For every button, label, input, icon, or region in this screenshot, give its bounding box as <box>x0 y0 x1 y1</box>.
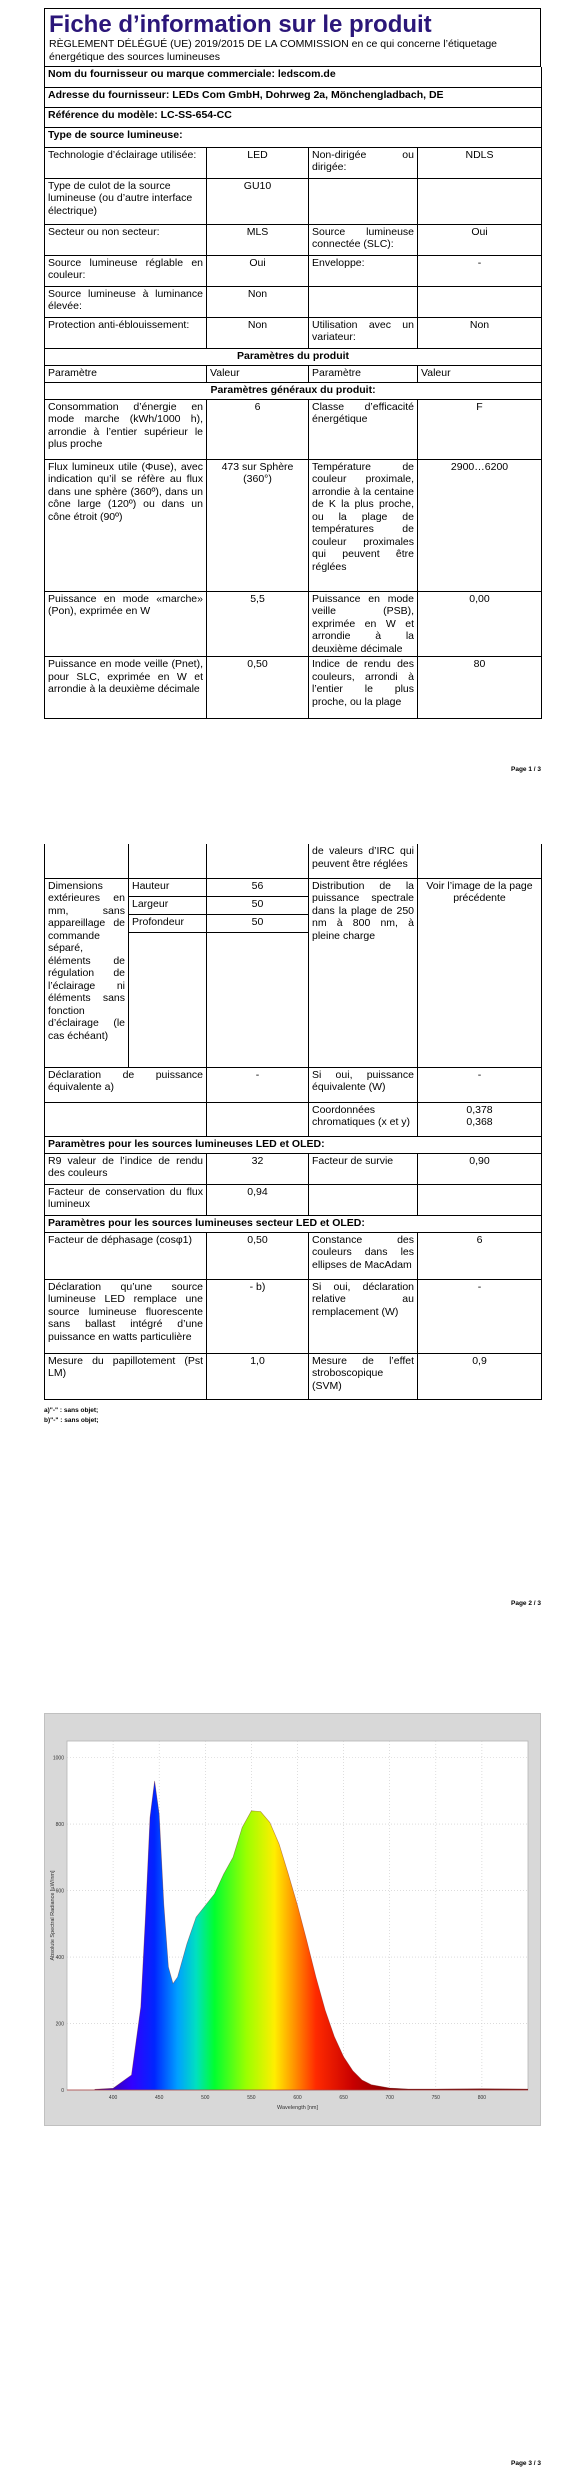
cap-empty-2 <box>418 178 542 224</box>
dims-empty-2 <box>207 932 309 1067</box>
footnote-b: b)"-" : sans objet; <box>44 1416 99 1424</box>
tech-value: LED <box>207 147 309 178</box>
energy-value: 6 <box>207 399 309 459</box>
strobo-value: 0,9 <box>418 1353 542 1399</box>
color-label: Source lumineuse réglable en couleur: <box>45 255 207 286</box>
flux-label: Flux lumineux utile (Φuse), avec indication qu’il se réfère au flux dans une sphère (360º), dans un cône large (120º) ou dans un cône étroit (90º) <box>45 459 207 591</box>
flicker-value: 1,0 <box>207 1353 309 1399</box>
cri-cont-empty-1 <box>45 844 129 878</box>
equiv-value: - <box>207 1067 309 1102</box>
y-tick-label: 200 <box>55 2021 64 2028</box>
page-number-3: Page 3 / 3 <box>511 2460 541 2467</box>
highlum-empty-2 <box>418 286 542 317</box>
strobo-label: Mesure de l’effet stroboscopique (SVM) <box>309 1353 418 1399</box>
nondir-value: NDLS <box>418 147 542 178</box>
lumen-value: 0,94 <box>207 1184 309 1215</box>
cri-label: Indice de rendu des couleurs, arrondi à l’entier le plus proche, ou la plage <box>309 657 418 719</box>
survival-label: Facteur de survie <box>309 1153 418 1184</box>
lumen-label: Facteur de conservation du flux lumineux <box>45 1184 207 1215</box>
chroma-values <box>418 1102 542 1136</box>
highlum-empty-1 <box>309 286 418 317</box>
r9-label: R9 valeur de l’indice de rendu des couleurs <box>45 1153 207 1184</box>
cri-cont-empty-3 <box>207 844 309 878</box>
type-header: Type de source lumineuse: <box>45 127 542 147</box>
page-title: Fiche d’information sur le produit <box>49 11 432 38</box>
macadam-value: 6 <box>418 1232 542 1279</box>
y-tick-label: 1000 <box>52 1755 64 1762</box>
equiv-label: Déclaration de puissance équivalente a) <box>45 1067 207 1102</box>
supplier-address: Adresse du fournisseur: LEDs Com GmbH, Dohrweg 2a, Mönchengladbach, DE <box>45 87 542 107</box>
color-value: Oui <box>207 255 309 286</box>
cri-cont: de valeurs d’IRC qui peuvent être réglées <box>309 844 418 878</box>
page-2 <box>0 844 585 1607</box>
chroma-empty-1 <box>45 1102 207 1136</box>
width-value: 50 <box>207 896 309 914</box>
chroma-empty-2 <box>207 1102 309 1136</box>
page-2-content <box>44 844 541 1426</box>
lumen-empty-2 <box>418 1184 542 1215</box>
depth-label: Profondeur <box>129 914 207 932</box>
cri-cont-empty-2 <box>129 844 207 878</box>
x-tick-label: 800 <box>477 2095 487 2101</box>
envelope-label: Enveloppe: <box>309 255 418 286</box>
macadam-label: Constance des couleurs dans les ellipses de MacAdam <box>309 1232 418 1279</box>
replace-w-value: - <box>418 1279 542 1353</box>
x-tick-label: 400 <box>108 2095 118 2101</box>
height-label: Hauteur <box>129 878 207 896</box>
cct-value: 2900…6200 <box>418 459 542 591</box>
flux-value: 473 sur Sphère (360°) <box>207 459 309 591</box>
depth-value: 50 <box>207 914 309 932</box>
r9-value: 32 <box>207 1153 309 1184</box>
class-value: F <box>418 399 542 459</box>
width-label: Largeur <box>129 896 207 914</box>
survival-value: 0,90 <box>418 1153 542 1184</box>
cap-empty-1 <box>309 178 418 224</box>
y-tick-label: 800 <box>55 1822 64 1829</box>
connected-value: Oui <box>418 224 542 255</box>
envelope-value: - <box>418 255 542 286</box>
spd-label: Distribution de la puissance spectrale dans la plage de 250 nm à 800 nm, à pleine charge <box>309 878 418 1067</box>
phase-value: 0,50 <box>207 1232 309 1279</box>
params-header: Paramètres du produit <box>45 348 542 365</box>
dims-label: Dimensions extérieures en mm, sans appareillage de commande séparé, éléments de régulation de l’éclairage ni éléments sans fonction d’éclairage (le cas échéant) <box>45 878 129 1067</box>
netstandby-label: Puissance en mode veille (Pnet), pour SLC, exprimée en W et arrondie à la deuxième décimale <box>45 657 207 719</box>
energy-label: Consommation d’énergie en mode marche (kWh/1000 h), arrondie à l’entier supérieur le plus proche <box>45 399 207 459</box>
dims-empty-1 <box>129 932 207 1067</box>
chroma-y: 0,368 <box>466 1116 493 1128</box>
replace-label: Déclaration qu’une source lumineuse LED remplace une source lumineuse fluorescente sans ballast intégré d’une puissance en watts particulière <box>45 1279 207 1353</box>
cap-label: Type de culot de la source lumineuse (ou d’autre interface électrique) <box>45 178 207 224</box>
phase-label: Facteur de déphasage (cosφ1) <box>45 1232 207 1279</box>
x-tick-label: 550 <box>247 2095 256 2101</box>
standby-label: Puissance en mode veille (PSB), exprimée en W et arrondie à la deuxième décimale <box>309 591 418 657</box>
replace-w-label: Si oui, déclaration relative au remplacement (W) <box>309 1279 418 1353</box>
spectrum-chart <box>44 1713 541 2126</box>
equiv-w-value: - <box>418 1067 542 1102</box>
model-reference: Référence du modèle: LC-SS-654-CC <box>45 107 542 127</box>
onmode-value: 5,5 <box>207 591 309 657</box>
info-table-2 <box>44 844 542 1400</box>
y-tick-label: 400 <box>55 1955 64 1962</box>
connected-label: Source lumineuse connectée (SLC): <box>309 224 418 255</box>
standby-value: 0,00 <box>418 591 542 657</box>
cap-value: GU10 <box>207 178 309 224</box>
mains-header: Paramètres pour les sources lumineuses secteur LED et OLED: <box>45 1215 542 1232</box>
dimmer-value: Non <box>418 317 542 348</box>
col-param-1: Paramètre <box>45 365 207 382</box>
x-tick-label: 750 <box>431 2095 440 2101</box>
spd-value: Voir l’image de la page précédente <box>418 878 542 1067</box>
mains-label: Secteur ou non secteur: <box>45 224 207 255</box>
cct-label: Température de couleur proximale, arrondie à la centaine de K la plus proche, ou la plage de températures de couleur proximales qui peuvent être réglées <box>309 459 418 591</box>
spectrum-chart-svg <box>45 1714 542 2127</box>
page-number-2: Page 2 / 3 <box>511 1600 541 1607</box>
y-tick-label: 600 <box>55 1888 64 1895</box>
nondir-label: Non-dirigée ou dirigée: <box>309 147 418 178</box>
x-tick-label: 700 <box>385 2095 394 2101</box>
x-tick-label: 600 <box>293 2095 302 2101</box>
highlum-label: Source lumineuse à luminance élevée: <box>45 286 207 317</box>
regulation-text: RÈGLEMENT DÉLÉGUÉ (UE) 2019/2015 DE LA COMMISSION en ce qui concerne l’étiquetage énergétique des sources lumineuses <box>49 38 498 63</box>
page-1 <box>0 8 585 773</box>
x-tick-label: 500 <box>201 2095 210 2101</box>
col-param-2: Paramètre <box>309 365 418 382</box>
tech-label: Technologie d’éclairage utilisée: <box>45 147 207 178</box>
chroma-x: 0,378 <box>466 1103 493 1116</box>
netstandby-value: 0,50 <box>207 657 309 719</box>
y-axis-label: Absolute Spectral Radiance [µW/nm] <box>50 1870 56 1961</box>
title-block <box>44 8 541 67</box>
supplier-name: Nom du fournisseur ou marque commerciale: ledscom.de <box>45 67 542 87</box>
flicker-label: Mesure du papillotement (Pst LM) <box>45 1353 207 1399</box>
footnotes <box>44 1406 541 1426</box>
led-header: Paramètres pour les sources lumineuses LED et OLED: <box>45 1136 542 1153</box>
general-header: Paramètres généraux du produit: <box>45 382 542 399</box>
page-number-1: Page 1 / 3 <box>511 766 541 773</box>
y-tick-label: 0 <box>61 2088 64 2094</box>
info-table-1 <box>44 67 542 719</box>
mains-value: MLS <box>207 224 309 255</box>
col-value-1: Valeur <box>207 365 309 382</box>
lumen-empty-1 <box>309 1184 418 1215</box>
equiv-w-label: Si oui, puissance équivalente (W) <box>309 1067 418 1102</box>
page-1-content <box>44 8 541 719</box>
onmode-label: Puissance en mode «marche» (Pon), exprimée en W <box>45 591 207 657</box>
glare-value: Non <box>207 317 309 348</box>
footnote-a: a)"-" : sans objet; <box>44 1406 99 1414</box>
cri-value: 80 <box>418 657 542 719</box>
x-tick-label: 650 <box>339 2095 348 2101</box>
height-value: 56 <box>207 878 309 896</box>
highlum-value: Non <box>207 286 309 317</box>
col-value-2: Valeur <box>418 365 542 382</box>
glare-label: Protection anti-éblouissement: <box>45 317 207 348</box>
x-axis-label: Wavelength [nm] <box>276 2105 319 2111</box>
cri-cont-empty-4 <box>418 844 542 878</box>
replace-value: - b) <box>207 1279 309 1353</box>
x-tick-label: 450 <box>155 2095 164 2101</box>
dimmer-label: Utilisation avec un variateur: <box>309 317 418 348</box>
class-label: Classe d’efficacité énergétique <box>309 399 418 459</box>
chroma-label: Coordonnées chromatiques (x et y) <box>309 1102 418 1136</box>
